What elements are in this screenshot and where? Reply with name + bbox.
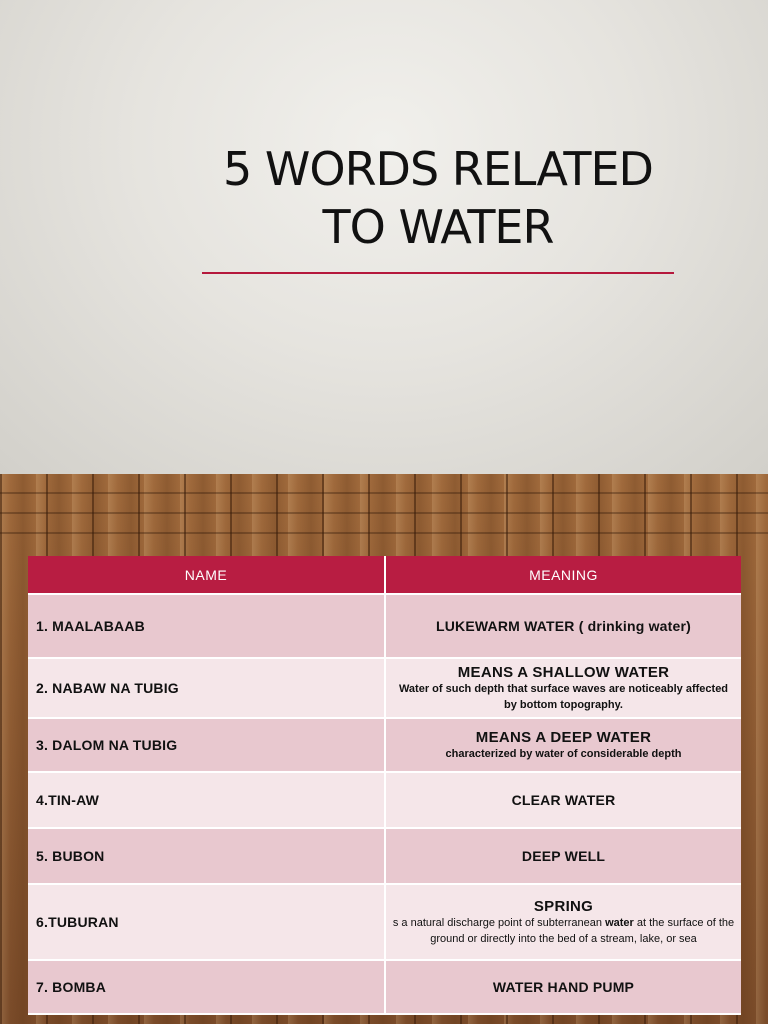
table-header-row: [28, 556, 741, 594]
row-meaning: [385, 594, 741, 658]
table-row: [28, 828, 741, 884]
row-name: 4.TIN-AW: [28, 772, 385, 828]
row-meaning: [385, 828, 741, 884]
meaning-heading: MEANS A SHALLOW WATER: [457, 663, 670, 681]
header-name: NAME: [28, 556, 385, 594]
meaning-text: WATER HAND PUMP: [492, 979, 635, 995]
words-table: [28, 556, 741, 1015]
row-name: 2. NABAW NA TUBIG: [28, 658, 385, 718]
meaning-detail: [392, 915, 735, 947]
meaning-detail-bold: water: [605, 916, 634, 929]
meaning-heading: MEANS A DEEP WATER: [475, 728, 652, 746]
words-table-panel: [28, 556, 741, 1014]
row-name: 3. DALOM NA TUBIG: [28, 718, 385, 772]
row-meaning: [385, 658, 741, 718]
table-row: [28, 594, 741, 658]
meaning-detail-pre: s a natural discharge point of subterranean: [392, 916, 606, 929]
slide-title: [202, 140, 674, 256]
title-underline: [202, 272, 674, 274]
table-row: [28, 772, 741, 828]
title-line-2: TO WATER: [322, 200, 554, 254]
row-meaning: [385, 884, 741, 960]
meaning-detail: characterized by water of considerable depth: [445, 747, 682, 760]
meaning-text: CLEAR WATER: [511, 792, 616, 808]
row-meaning: [385, 960, 741, 1014]
header-meaning: MEANING: [385, 556, 741, 594]
table-row: [28, 960, 741, 1014]
row-name: 6.TUBURAN: [28, 884, 385, 960]
row-name: 7. BOMBA: [28, 960, 385, 1014]
meaning-detail-post: at the surface of the ground or directly into the bed of a stream, lake, or sea: [430, 916, 735, 945]
table-row: [28, 884, 741, 960]
meaning-text: DEEP WELL: [521, 848, 606, 864]
wood-floor-texture: [0, 474, 768, 534]
row-name: 1. MAALABAAB: [28, 594, 385, 658]
row-meaning: [385, 772, 741, 828]
meaning-text: LUKEWARM WATER ( drinking water): [435, 618, 692, 634]
row-name: 5. BUBON: [28, 828, 385, 884]
meaning-detail: Water of such depth that surface waves are noticeably affected by bottom topography.: [398, 682, 729, 711]
table-row: [28, 658, 741, 718]
title-line-1: 5 WORDS RELATED: [223, 142, 653, 196]
meaning-heading: SPRING: [533, 897, 594, 915]
row-meaning: [385, 718, 741, 772]
table-row: [28, 718, 741, 772]
